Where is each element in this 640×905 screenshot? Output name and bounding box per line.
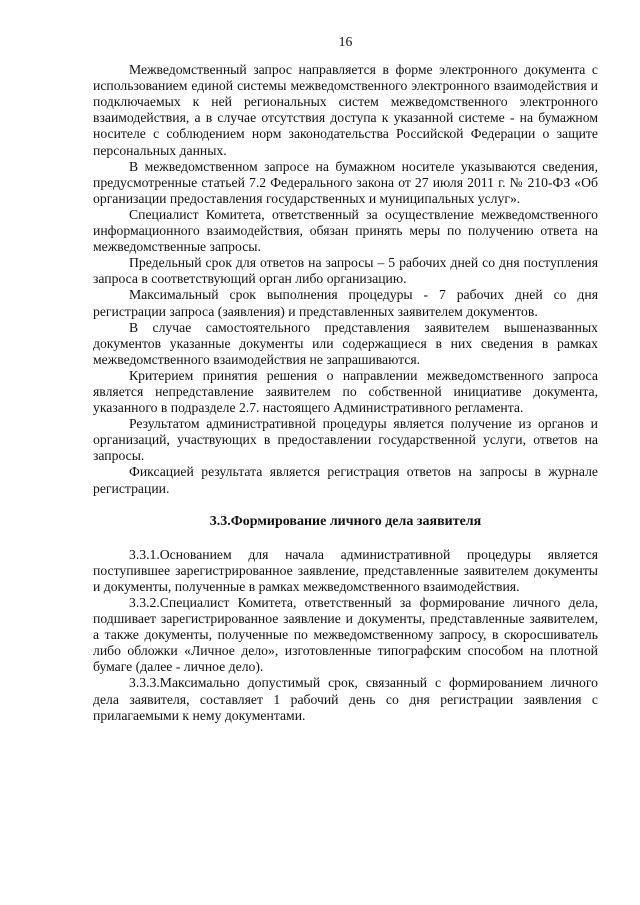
paragraph-paper-request-details: В межведомственном запросе на бумажном носителе указываются сведения, предусмотренные статьей 7.2 Федерального закона от 27 июля 2011 г. № 210-ФЗ «Об организации предоставления государственных и муниципальных услуг». — [93, 158, 598, 206]
paragraph-responsible-specialist: Специалист Комитета, ответственный за осуществление межведомственного информационного взаимодействия, обязан принять меры по получению ответа на межведомственные запросы. — [93, 206, 598, 255]
paragraph-response-deadline: Предельный срок для ответов на запросы – 5 рабочих дней со дня поступления запроса в соответствующий орган либо организацию. — [93, 255, 598, 287]
paragraph-procedure-max-term: Максимальный срок выполнения процедуры - 7 рабочих дней со дня регистрации запроса (заявления) и представленных заявителем документов. — [93, 287, 598, 319]
paragraph-3-3-1: 3.3.1.Основанием для начала административной процедуры является поступившее зарегистрированное заявление, представленные заявителем документы и документы, полученные в рамках межведомственного взаимодействия. — [93, 546, 598, 594]
section-heading: 3.3.Формирование личного дела заявителя — [209, 513, 482, 529]
paragraph-interagency-request-form: Межведомственный запрос направляется в форме электронного документа с использованием единой системы межведомственного электронного взаимодействия и подключаемых к ней региональных систем межведомственного электронного взаимодействия, а в случае отсутствия доступа к указанной системе - на бумажном носителе с соблюдением норм законодательства Российской Федерации о защите персональных данных. — [93, 62, 598, 158]
paragraph-procedure-result: Результатом административной процедуры является получение из органов и организаций, участвующих в предоставлении государственной услуги, ответов на запросы. — [93, 416, 598, 464]
paragraph-decision-criterion: Критерием принятия решения о направлении межведомственного запроса является непредставление заявителем по собственной инициативе документа, указанного в подразделе 2.7. настоящего Административного регламента. — [93, 367, 598, 416]
page-number: 16 — [338, 34, 353, 49]
paragraph-self-provided-documents: В случае самостоятельного представления заявителем вышеназванных документов указанные документы или содержащиеся в них сведения в рамках межведомственного взаимодействия не запрашиваются. — [93, 319, 598, 367]
paragraph-3-3-2: 3.3.2.Специалист Комитета, ответственный за формирование личного дела, подшивает зарегистрированное заявление и документы, представленные заявителем, а также документы, полученные по межведомственному запросу, в скоросшиватель либо обложки «Личное дело», изготовленные типографским способом на плотной бумаге (далее - личное дело). — [93, 595, 598, 675]
paragraph-3-3-3: 3.3.3.Максимально допустимый срок, связанный с формированием личного дела заявителя, составляет 1 рабочий день со дня регистрации заявления с прилагаемыми к нему документами. — [93, 675, 598, 723]
paragraph-result-fixation: Фиксацией результата является регистрация ответов на запросы в журнале регистрации. — [93, 464, 598, 496]
